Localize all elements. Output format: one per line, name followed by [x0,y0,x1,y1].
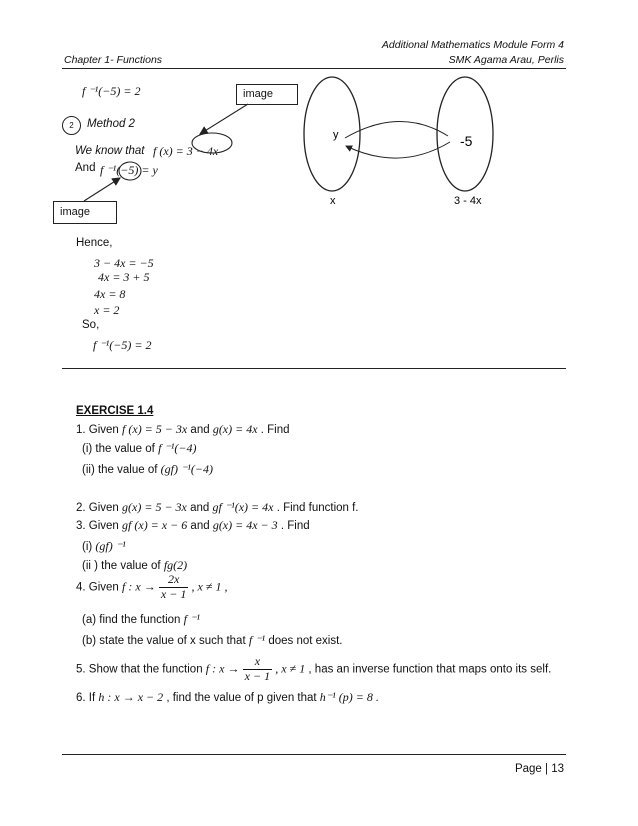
inverse-arrow [346,142,450,158]
callout-arrow-2 [84,178,120,201]
question-3-ii: (ii ) the value of fg(2) [82,558,188,572]
and-label: And [75,162,96,174]
exercise-title: EXERCISE 1.4 [76,405,154,417]
method2-title: Method 2 [87,118,135,130]
question-4-b: (b) state the value of x such that f ⁻¹ does not exist. [82,633,343,647]
step-2: 4x = 3 + 5 [98,270,150,284]
highlight-circle-2 [119,162,141,180]
know-label: We know that [75,145,145,157]
question-2: 2. Given g(x) = 5 − 3x and gf ⁻¹(x) = 4x . Find function f. [76,500,359,514]
solution-result: f ⁻¹(−5) = 2 [93,338,152,352]
method1-result: f ⁻¹(−5) = 2 [82,84,141,98]
so-label: So, [82,319,100,331]
chapter-title: Chapter 1- Functions [64,54,163,66]
question-1-ii: (ii) the value of (gf) ⁻¹(−4) [82,462,213,476]
mapping-diagram [300,76,530,216]
know-equation: f (x) = 3 − 4x [153,144,219,158]
image-callout-1: image [236,84,298,105]
question-4-a: (a) find the function f ⁻¹ [82,612,200,626]
method-number-circle: 2 [62,116,81,135]
step-3: 4x = 8 [94,287,126,301]
codomain-label: 3 - 4x [454,195,482,207]
section-divider [62,368,566,369]
question-5: 5. Show that the function f : x → $\frac{x}{x - 1}$ , x ≠ 1 , has an inverse function that maps onto its self. [76,654,552,683]
question-4: 4. Given f : x → $\frac{2x}{x - 1}$ , x ≠ 1 , [76,572,228,601]
and-equation: f ⁻¹(−5) = y [100,163,158,177]
question-3-i: (i) (gf) ⁻¹ [82,539,126,553]
module-title: Additional Mathematics Module Form 4 [381,39,564,51]
question-1-i: (i) the value of f ⁻¹(−4) [82,441,197,455]
domain-element: y [333,129,339,141]
image-callout-2: image [53,201,117,224]
footer-rule [62,754,566,755]
highlight-circle-1 [192,133,232,153]
step-1: 3 − 4x = −5 [94,256,154,270]
page-number: Page | 13 [514,763,564,775]
step-4: x = 2 [94,303,120,317]
hence-label: Hence, [76,237,113,249]
domain-label: x [330,195,336,207]
question-6: 6. If h : x → x − 2 , find the value of p given that h⁻¹ (p) = 8 . [76,690,379,704]
question-3: 3. Given gf (x) = x − 6 and g(x) = 4x − 3 . Find [76,518,310,532]
callout-arrow-1 [200,104,248,134]
question-1: 1. Given f (x) = 5 − 3x and g(x) = 4x . Find [76,422,290,436]
codomain-element: -5 [460,133,473,149]
school-name: SMK Agama Arau, Perlis [448,54,564,66]
